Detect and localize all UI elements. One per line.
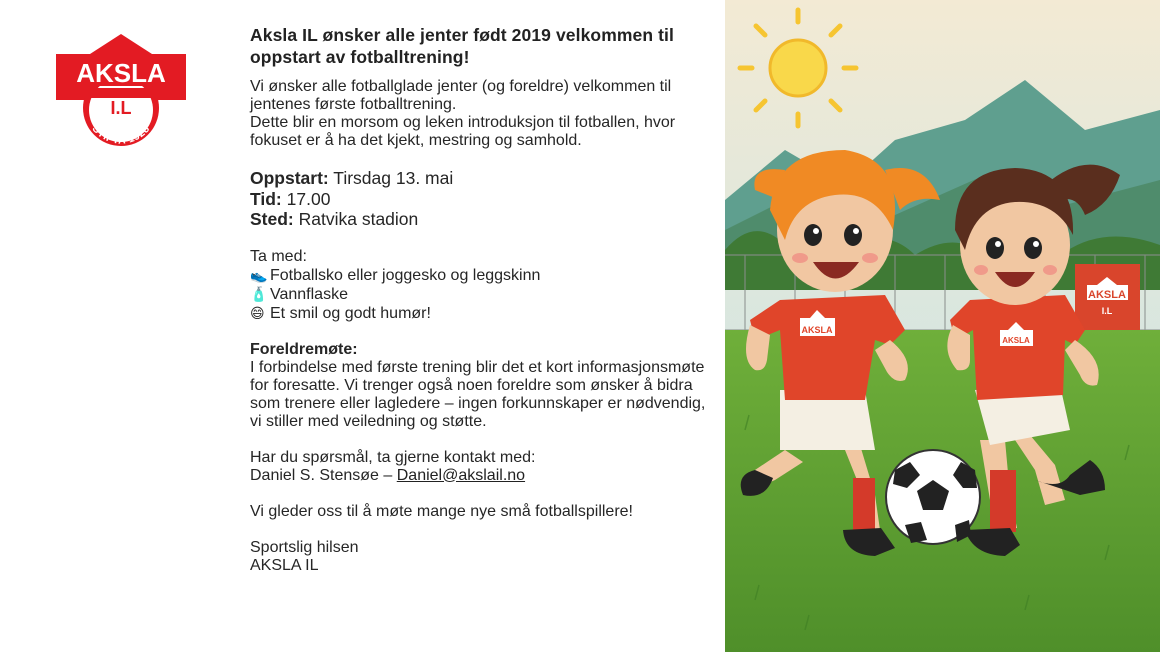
- shirt-text-left: AKSLA: [801, 325, 833, 335]
- email-link[interactable]: Daniel@akslail.no: [396, 466, 526, 484]
- signoff-greeting: Sportslig hilsen: [250, 538, 359, 556]
- shirt-text-right: AKSLA: [1002, 336, 1030, 345]
- football-icon: [886, 450, 980, 544]
- bring-item: [250, 285, 715, 304]
- contact-line: Har du spørsmål, ta gjerne kontakt med:: [250, 448, 536, 466]
- aksla-logo: [56, 30, 186, 150]
- sign-text: AKSLA: [1088, 289, 1126, 301]
- signoff: [250, 539, 715, 575]
- intro-line-1: Vi ønsker alle fotballglade jenter (og foreldre) velkommen til jentenes første fotballtrening.: [250, 78, 672, 113]
- bring-item-text: Vannflaske: [270, 285, 348, 303]
- invitation-text: [250, 24, 715, 575]
- aksla-sign: [1075, 264, 1140, 330]
- logo-sub: I.L: [110, 98, 132, 118]
- water-bottle-icon: 🧴: [250, 285, 268, 302]
- invitation-heading: Aksla IL ønsker alle jenter født 2019 velkommen til oppstart av fotballtrening!: [250, 25, 674, 67]
- parents-meeting: [250, 341, 715, 431]
- parents-text: I forbindelse med første trening blir det et kort informasjonsmøte for foresatte. Vi trenger også noen foreldre som ønsker å bidra som trenere eller lagledere – ingen forkunnskaper er nødvendig, vi stiller med veiledning og støtte.: [250, 358, 706, 430]
- time-label: Tid:: [250, 188, 282, 209]
- time-value: 17.00: [286, 188, 331, 209]
- parents-title: Foreldremøte:: [250, 340, 358, 358]
- bring-item: [250, 266, 715, 285]
- intro-paragraph: [250, 78, 715, 150]
- football-girls-illustration: [725, 0, 1160, 652]
- bring-title: Ta med:: [250, 247, 307, 265]
- bring-list: [250, 248, 715, 323]
- logo-name: AKSLA: [76, 58, 166, 88]
- event-details: [250, 168, 715, 230]
- bring-item-text: Et smil og godt humør!: [270, 304, 431, 322]
- bring-item: [250, 304, 715, 323]
- place-label: Sted:: [250, 209, 294, 229]
- shoe-icon: 👟: [250, 266, 268, 283]
- sign-sub: I.L: [1101, 306, 1113, 316]
- closing-text: Vi gleder oss til å møte mange nye små fotballspillere!: [250, 502, 633, 520]
- start-label: Oppstart:: [250, 168, 329, 188]
- logo-founded: STIFTA 1928: [89, 122, 153, 147]
- signoff-club: AKSLA IL: [250, 556, 319, 574]
- start-value: Tirsdag 13. mai: [333, 168, 454, 188]
- bring-item-text: Fotballsko eller joggesko og leggskinn: [270, 266, 541, 284]
- contact-info: [250, 449, 715, 485]
- contact-name: Daniel S. Stensøe –: [250, 466, 393, 484]
- place-value: Ratvika stadion: [298, 209, 419, 229]
- intro-line-2: Dette blir en morsom og leken introduksjon til fotballen, hvor fokuset er å ha det kjekt, mestring og samhold.: [250, 114, 676, 149]
- smile-icon: 😄: [250, 304, 265, 321]
